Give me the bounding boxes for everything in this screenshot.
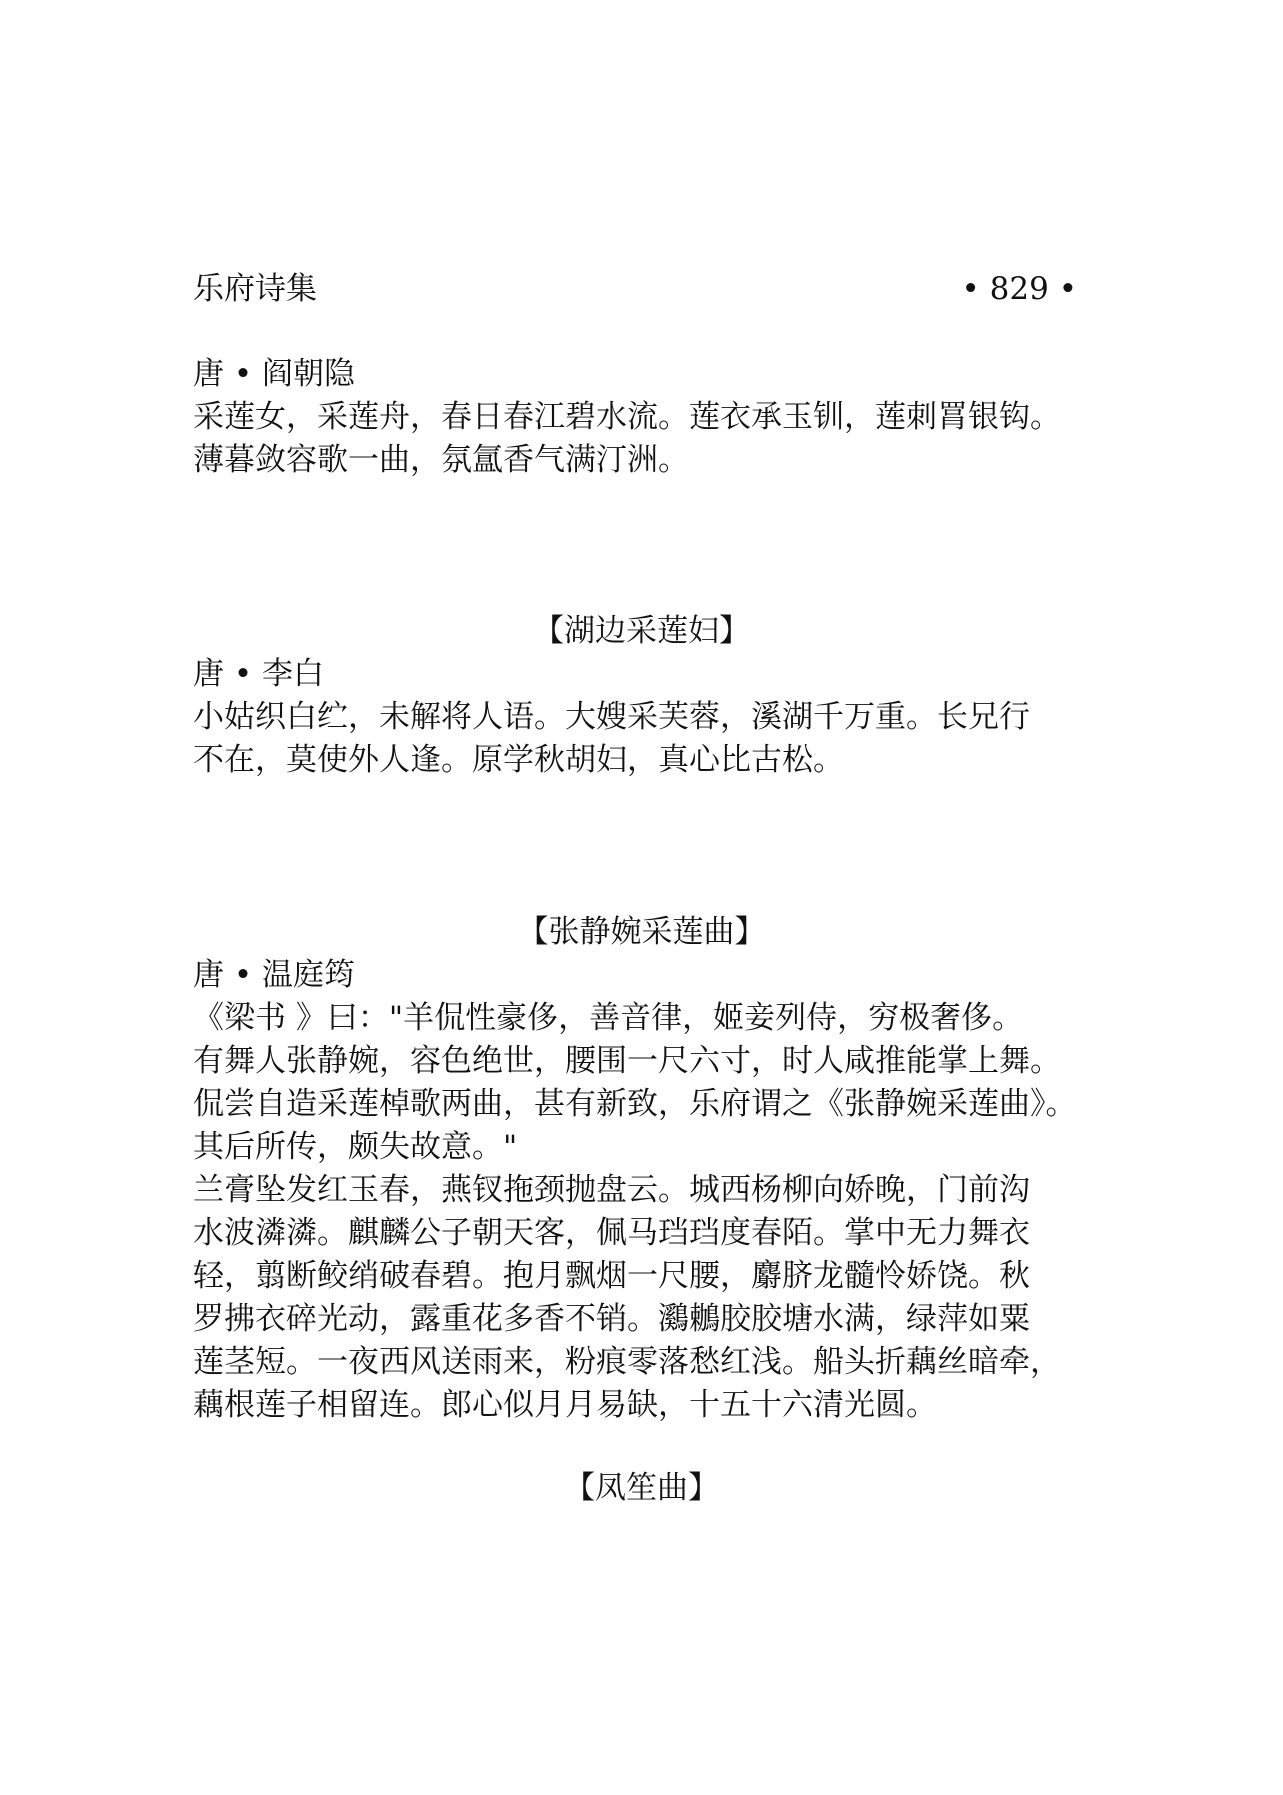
poem-line: 薄暮敛容歌一曲，氛氲香气满汀洲。 xyxy=(193,442,689,478)
page-number: • 829 • xyxy=(961,271,1077,307)
poem-preface-line: 有舞人张静婉，容色绝世，腰围一尺六寸，时人咸推能掌上舞。 xyxy=(193,1043,1061,1079)
poem-1 xyxy=(193,353,1153,482)
poem-preface-line: 《梁书 》曰："羊侃性豪侈，善音律，姬妾列侍，穷极奢侈。 xyxy=(193,1000,1024,1036)
poem-line: 水波潾潾。麒麟公子朝天客，佩马珰珰度春陌。掌中无力舞衣 xyxy=(193,1215,1030,1251)
poem-author: 唐 • 李白 xyxy=(193,656,324,692)
poem-line: 兰膏坠发红玉春，燕钗拖颈抛盘云。城西杨柳向娇晚，门前沟 xyxy=(193,1172,1030,1208)
poem-2-title: 【湖边采莲妇】 xyxy=(533,613,750,649)
poem-author: 唐 • 阎朝隐 xyxy=(193,356,355,392)
poem-line: 罗拂衣碎光动，露重花多香不销。鸂鶒胶胶塘水满，绿萍如粟 xyxy=(193,1301,1030,1337)
poem-line: 轻，翦断鲛绡破春碧。抱月飘烟一尺腰，麝脐龙髓怜娇饶。秋 xyxy=(193,1258,1030,1294)
poem-author: 唐 • 温庭筠 xyxy=(193,957,355,993)
poem-preface-line: 其后所传，颇失故意。" xyxy=(193,1129,518,1165)
running-header-title: 乐府诗集 xyxy=(193,271,317,307)
poem-line: 藕根莲子相留连。郎心似月月易缺，十五十六清光圆。 xyxy=(193,1387,937,1423)
poem-preface-line: 侃尝自造采莲棹歌两曲，甚有新致，乐府谓之《张静婉采莲曲》。 xyxy=(193,1086,1077,1122)
poem-line: 不在，莫使外人逢。原学秋胡妇，真心比古松。 xyxy=(193,742,844,778)
poem-3-title: 【张静婉采莲曲】 xyxy=(517,914,766,950)
poem-line: 采莲女，采莲舟，春日春江碧水流。莲衣承玉钏，莲刺罥银钩。 xyxy=(193,399,1061,435)
poem-line: 小姑织白纻，未解将人语。大嫂采芙蓉，溪湖千万重。长兄行 xyxy=(193,699,1030,735)
poem-line: 莲茎短。一夜西风送雨来，粉痕零落愁红浅。船头折藕丝暗牵， xyxy=(193,1344,1061,1380)
poem-4-title: 【凤笙曲】 xyxy=(564,1470,719,1506)
poem-2 xyxy=(193,653,1153,782)
poem-3 xyxy=(193,954,1153,1427)
